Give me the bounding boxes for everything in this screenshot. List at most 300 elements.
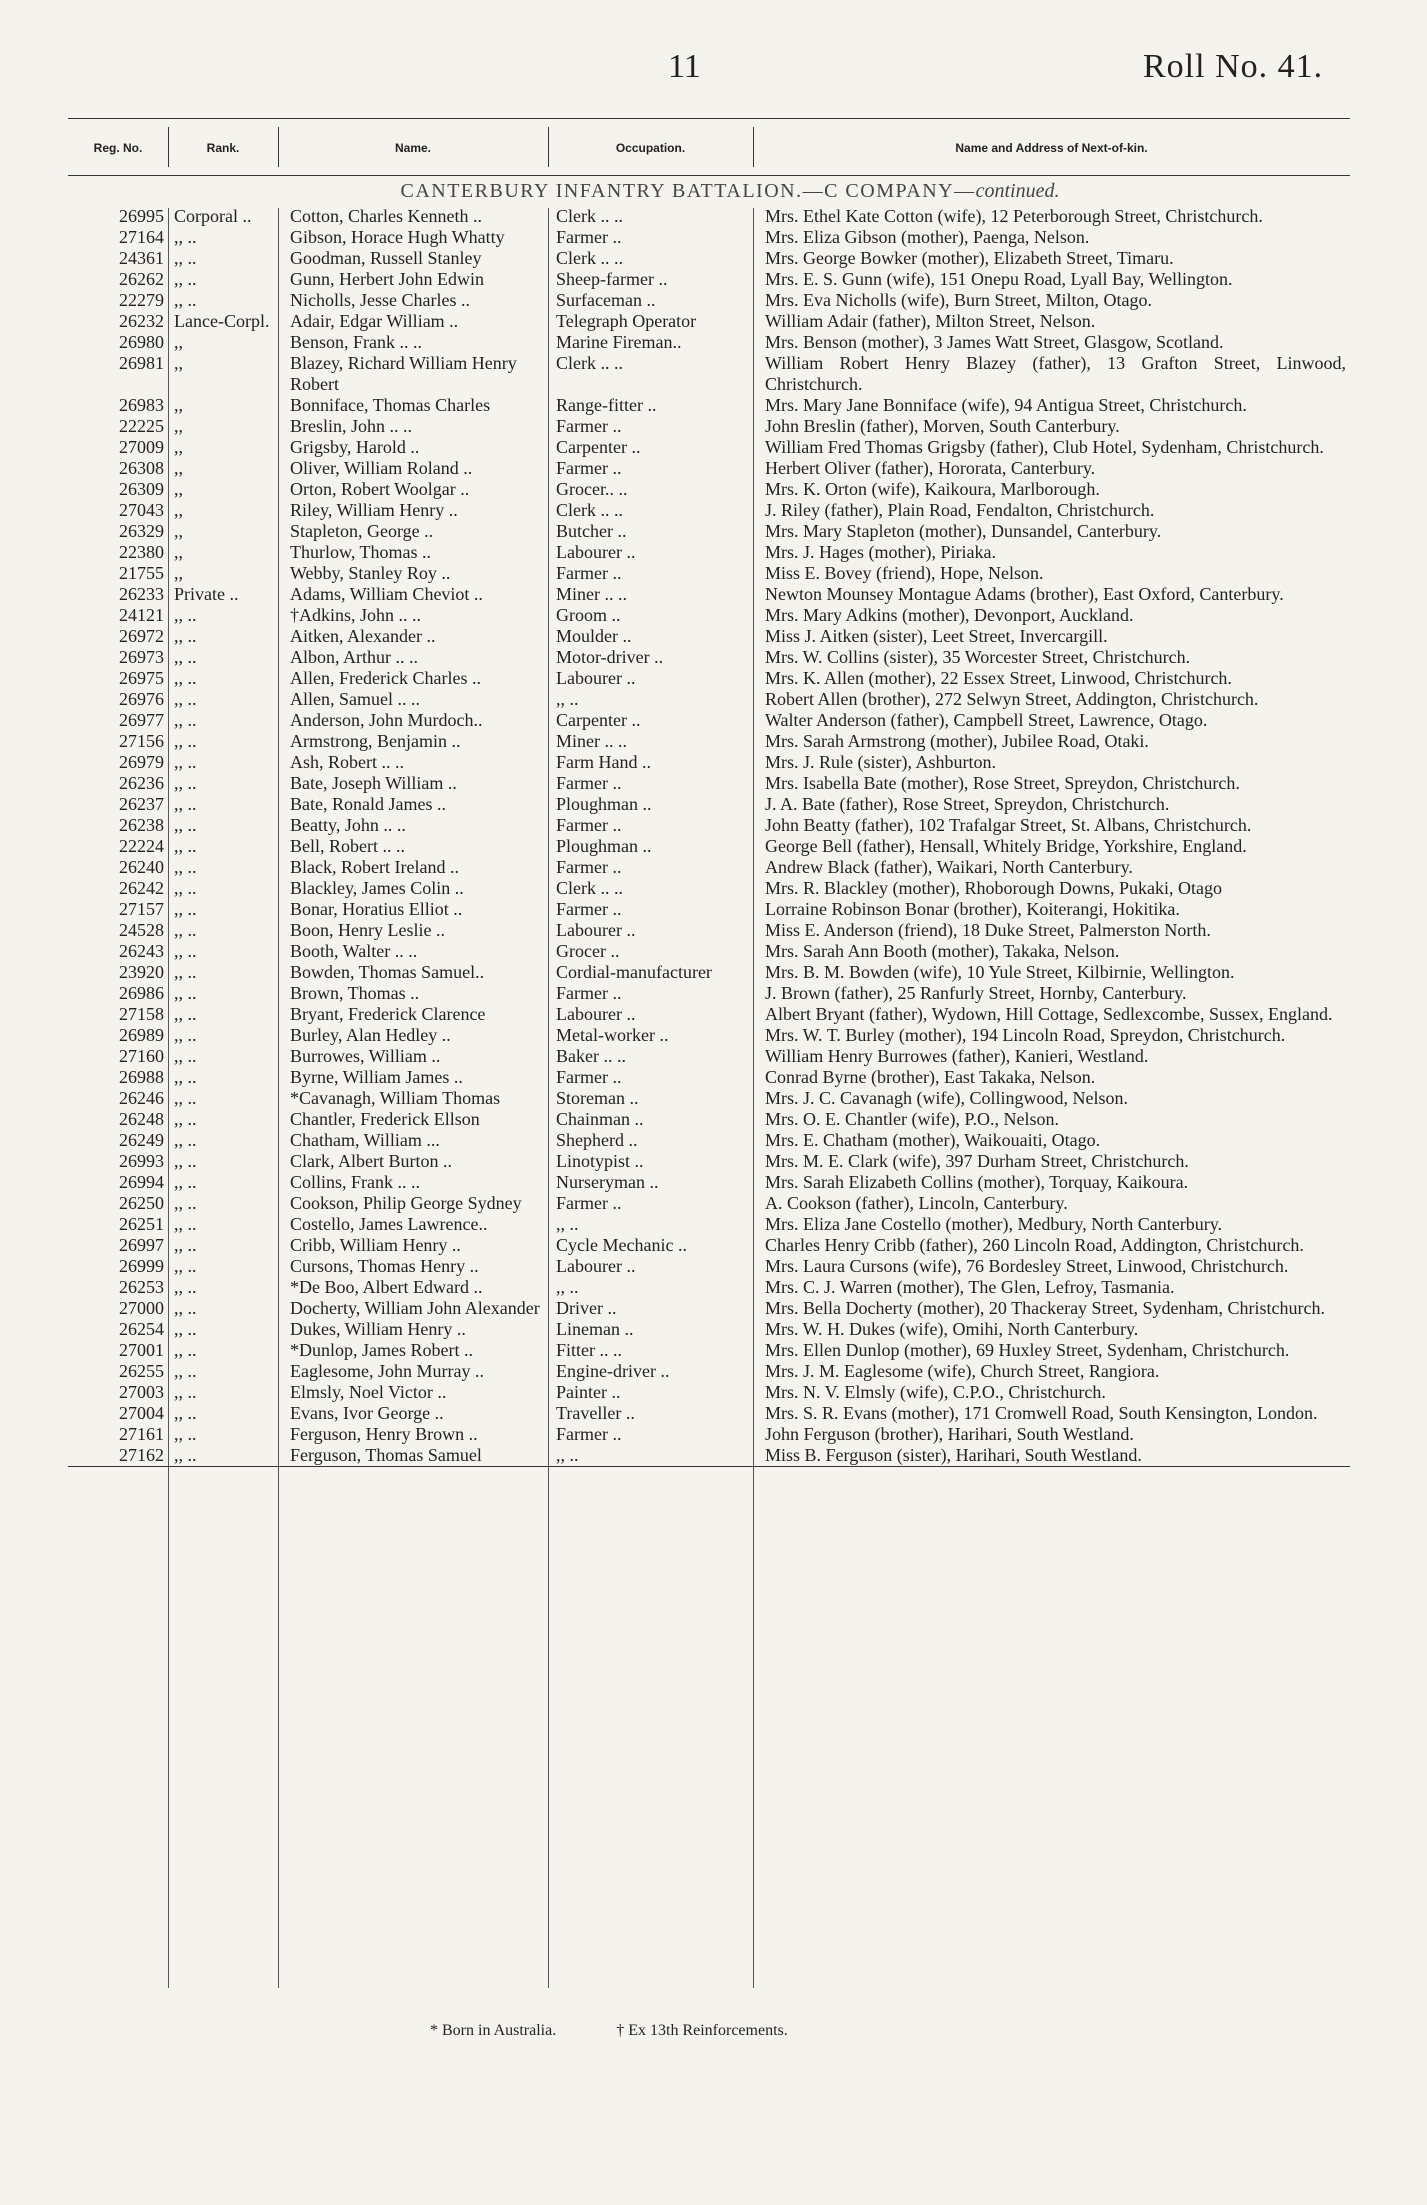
cell-rank: ,, ..	[174, 1130, 197, 1150]
cell-next-of-kin: Mrs. Isabella Bate (mother), Rose Street, Spreydon, Christchurch.	[765, 773, 1240, 793]
cell-name: Ash, Robert .. ..	[290, 752, 404, 772]
cell-rank: ,,	[174, 395, 183, 415]
cell-name: *De Boo, Albert Edward ..	[290, 1277, 483, 1297]
cell-name: Anderson, John Murdoch..	[290, 710, 483, 730]
cell-next-of-kin: Mrs. B. M. Bowden (wife), 10 Yule Street, Kilbirnie, Wellington.	[765, 962, 1235, 982]
cell-reg-number: 24361	[119, 248, 164, 268]
cell-occupation: Groom ..	[556, 605, 621, 625]
table-row	[68, 269, 1350, 290]
cell-reg-number: 26254	[119, 1319, 164, 1339]
cell-next-of-kin: William Adair (father), Milton Street, Nelson.	[765, 311, 1096, 331]
cell-reg-number: 26993	[119, 1151, 164, 1171]
cell-reg-number: 27001	[119, 1340, 164, 1360]
cell-reg-number: 27156	[119, 731, 164, 751]
cell-next-of-kin: Mrs. Eliza Jane Costello (mother), Medbury, North Canterbury.	[765, 1214, 1223, 1234]
table-row	[68, 206, 1350, 227]
cell-occupation: Labourer ..	[556, 668, 636, 688]
cell-rank: ,, ..	[174, 1445, 197, 1465]
cell-name: Nicholls, Jesse Charles ..	[290, 290, 470, 310]
cell-name: Burrowes, William ..	[290, 1046, 441, 1066]
cell-occupation: Miner .. ..	[556, 731, 627, 751]
cell-next-of-kin: A. Cookson (father), Lincoln, Canterbury.	[765, 1193, 1068, 1213]
table-row	[68, 311, 1350, 332]
cell-occupation: Shepherd ..	[556, 1130, 638, 1150]
cell-rank: ,, ..	[174, 857, 197, 877]
cell-occupation: Farmer ..	[556, 1067, 622, 1087]
cell-rank: ,, ..	[174, 689, 197, 709]
cell-rank: ,, ..	[174, 773, 197, 793]
cell-next-of-kin: William Robert Henry Blazey (father), 13 Grafton Street, Linwood, Christchurch.	[765, 353, 1346, 394]
table-row	[68, 815, 1350, 836]
cell-occupation: Storeman ..	[556, 1088, 639, 1108]
table-row	[68, 626, 1350, 647]
cell-name: Adair, Edgar William ..	[290, 311, 459, 331]
cell-rank: ,, ..	[174, 1109, 197, 1129]
cell-name: Allen, Frederick Charles ..	[290, 668, 481, 688]
cell-next-of-kin: J. Riley (father), Plain Road, Fendalton, Christchurch.	[765, 500, 1155, 520]
cell-name: Chatham, William ...	[290, 1130, 440, 1150]
table-row	[68, 1130, 1350, 1151]
cell-reg-number: 24528	[119, 920, 164, 940]
cell-name: *Dunlop, James Robert ..	[290, 1340, 473, 1360]
cell-rank: ,, ..	[174, 1193, 197, 1213]
cell-rank: ,, ..	[174, 269, 197, 289]
cell-next-of-kin: J. A. Bate (father), Rose Street, Spreydon, Christchurch.	[765, 794, 1170, 814]
cell-next-of-kin: Mrs. Bella Docherty (mother), 20 Thackeray Street, Sydenham, Christchurch.	[765, 1298, 1326, 1318]
cell-rank: ,, ..	[174, 668, 197, 688]
cell-next-of-kin: Mrs. J. Hages (mother), Piriaka.	[765, 542, 996, 562]
cell-next-of-kin: Mrs. Eva Nicholls (wife), Burn Street, Milton, Otago.	[765, 290, 1152, 310]
table-row	[68, 1403, 1350, 1424]
cell-occupation: Painter ..	[556, 1382, 621, 1402]
cell-name: Beatty, John .. ..	[290, 815, 406, 835]
cell-occupation: Grocer ..	[556, 941, 620, 961]
cell-reg-number: 26236	[119, 773, 164, 793]
cell-next-of-kin: Mrs. Benson (mother), 3 James Watt Street, Glasgow, Scotland.	[765, 332, 1224, 352]
table-row	[68, 458, 1350, 479]
cell-next-of-kin: William Fred Thomas Grigsby (father), Club Hotel, Sydenham, Christchurch.	[765, 437, 1324, 457]
table-row	[68, 899, 1350, 920]
cell-reg-number: 26233	[119, 584, 164, 604]
cell-next-of-kin: Mrs. O. E. Chantler (wife), P.O., Nelson.	[765, 1109, 1059, 1129]
cell-name: Black, Robert Ireland ..	[290, 857, 459, 877]
cell-rank: ,, ..	[174, 1214, 197, 1234]
cell-next-of-kin: Mrs. K. Allen (mother), 22 Essex Street, Linwood, Christchurch.	[765, 668, 1232, 688]
cell-next-of-kin: Mrs. W. T. Burley (mother), 194 Lincoln Road, Spreydon, Christchurch.	[765, 1025, 1286, 1045]
cell-name: Ferguson, Henry Brown ..	[290, 1424, 478, 1444]
cell-next-of-kin: Mrs. C. J. Warren (mother), The Glen, Lefroy, Tasmania.	[765, 1277, 1175, 1297]
cell-reg-number: 27161	[119, 1424, 164, 1444]
cell-name: Gunn, Herbert John Edwin	[290, 269, 484, 289]
cell-name: Dukes, William Henry ..	[290, 1319, 466, 1339]
cell-reg-number: 26980	[119, 332, 164, 352]
cell-reg-number: 26248	[119, 1109, 164, 1129]
cell-reg-number: 26994	[119, 1172, 164, 1192]
table-row	[68, 290, 1350, 311]
cell-name: Brown, Thomas ..	[290, 983, 420, 1003]
cell-name: Orton, Robert Woolgar ..	[290, 479, 470, 499]
cell-occupation: ,, ..	[556, 1445, 579, 1465]
cell-rank: ,,	[174, 416, 183, 436]
cell-reg-number: 26243	[119, 941, 164, 961]
table-row	[68, 1319, 1350, 1340]
cell-reg-number: 27157	[119, 899, 164, 919]
cell-reg-number: 27160	[119, 1046, 164, 1066]
cell-next-of-kin: John Breslin (father), Morven, South Canterbury.	[765, 416, 1120, 436]
footnote-ex-13th: † Ex 13th Reinforcements.	[616, 2022, 788, 2039]
cell-next-of-kin: George Bell (father), Hensall, Whitely Bridge, Yorkshire, England.	[765, 836, 1247, 856]
cell-occupation: Farmer ..	[556, 416, 622, 436]
cell-reg-number: 26979	[119, 752, 164, 772]
cell-rank: ,, ..	[174, 1298, 197, 1318]
cell-occupation: Fitter .. ..	[556, 1340, 622, 1360]
cell-reg-number: 26232	[119, 311, 164, 331]
roll-table	[68, 206, 1350, 1467]
cell-next-of-kin: Miss J. Aitken (sister), Leet Street, Invercargill.	[765, 626, 1108, 646]
table-row	[68, 731, 1350, 752]
cell-next-of-kin: Miss E. Anderson (friend), 18 Duke Street, Palmerston North.	[765, 920, 1211, 940]
cell-name: Bonar, Horatius Elliot ..	[290, 899, 463, 919]
cell-reg-number: 26309	[119, 479, 164, 499]
cell-rank: ,, ..	[174, 1172, 197, 1192]
cell-occupation: ,, ..	[556, 1277, 579, 1297]
cell-rank: ,,	[174, 458, 183, 478]
cell-name: Allen, Samuel .. ..	[290, 689, 420, 709]
cell-name: Costello, James Lawrence..	[290, 1214, 488, 1234]
cell-name: Thurlow, Thomas ..	[290, 542, 431, 562]
cell-next-of-kin: Miss E. Bovey (friend), Hope, Nelson.	[765, 563, 1044, 583]
cell-name: *Cavanagh, William Thomas	[290, 1088, 501, 1108]
cell-rank: Lance-Corpl.	[174, 311, 270, 331]
cell-name: Bryant, Frederick Clarence	[290, 1004, 486, 1024]
cell-next-of-kin: William Henry Burrowes (father), Kanieri, Westland.	[765, 1046, 1149, 1066]
cell-occupation: ,, ..	[556, 1214, 579, 1234]
cell-next-of-kin: Mrs. Sarah Ann Booth (mother), Takaka, Nelson.	[765, 941, 1120, 961]
cell-name: Webby, Stanley Roy ..	[290, 563, 451, 583]
cell-reg-number: 26253	[119, 1277, 164, 1297]
cell-name: Clark, Albert Burton ..	[290, 1151, 452, 1171]
cell-reg-number: 27043	[119, 500, 164, 520]
cell-occupation: Lineman ..	[556, 1319, 634, 1339]
cell-occupation: Ploughman ..	[556, 794, 652, 814]
section-title	[280, 180, 1180, 203]
table-row	[68, 1277, 1350, 1298]
cell-next-of-kin: Mrs. N. V. Elmsly (wife), C.P.O., Christchurch.	[765, 1382, 1106, 1402]
cell-name: Blackley, James Colin ..	[290, 878, 464, 898]
cell-occupation: Farmer ..	[556, 773, 622, 793]
cell-reg-number: 26976	[119, 689, 164, 709]
cell-rank: ,, ..	[174, 710, 197, 730]
cell-reg-number: 26329	[119, 521, 164, 541]
cell-next-of-kin: Mrs. E. S. Gunn (wife), 151 Onepu Road, Lyall Bay, Wellington.	[765, 269, 1233, 289]
header-name: Name.	[394, 141, 432, 155]
table-row	[68, 1172, 1350, 1193]
cell-next-of-kin: Mrs. Sarah Armstrong (mother), Jubilee Road, Otaki.	[765, 731, 1149, 751]
cell-rank: ,, ..	[174, 1235, 197, 1255]
table-row	[68, 521, 1350, 542]
table-row	[68, 332, 1350, 353]
table-row	[68, 416, 1350, 437]
table-row	[68, 857, 1350, 878]
cell-occupation: Farmer ..	[556, 1424, 622, 1444]
cell-next-of-kin: Conrad Byrne (brother), East Takaka, Nelson.	[765, 1067, 1096, 1087]
cell-name: Evans, Ivor George ..	[290, 1403, 444, 1423]
cell-rank: ,, ..	[174, 227, 197, 247]
cell-occupation: Farmer ..	[556, 815, 622, 835]
cell-name: Adams, William Cheviot ..	[290, 584, 483, 604]
cell-rank: ,,	[174, 479, 183, 499]
table-row	[68, 1235, 1350, 1256]
cell-next-of-kin: Mrs. J. C. Cavanagh (wife), Collingwood, Nelson.	[765, 1088, 1128, 1108]
cell-next-of-kin: Mrs. K. Orton (wife), Kaikoura, Marlborough.	[765, 479, 1100, 499]
cell-reg-number: 26249	[119, 1130, 164, 1150]
cell-next-of-kin: Newton Mounsey Montague Adams (brother), East Oxford, Canterbury.	[765, 584, 1284, 604]
cell-rank: ,, ..	[174, 1403, 197, 1423]
cell-rank: ,, ..	[174, 878, 197, 898]
cell-rank: ,, ..	[174, 1004, 197, 1024]
cell-occupation: Linotypist ..	[556, 1151, 644, 1171]
page-number: 11	[668, 48, 701, 85]
cell-name: Oliver, William Roland ..	[290, 458, 473, 478]
cell-occupation: Ploughman ..	[556, 836, 652, 856]
roll-number: Roll No. 41.	[1143, 48, 1324, 85]
cell-next-of-kin: John Beatty (father), 102 Trafalgar Street, St. Albans, Christchurch.	[765, 815, 1252, 835]
cell-next-of-kin: Mrs. J. Rule (sister), Ashburton.	[765, 752, 996, 772]
header-reg: Reg. No.	[93, 141, 143, 155]
cell-name: Bate, Ronald James ..	[290, 794, 446, 814]
table-row	[68, 395, 1350, 416]
cell-reg-number: 27162	[119, 1445, 164, 1465]
table-row	[68, 1361, 1350, 1382]
cell-rank: Private ..	[174, 584, 239, 604]
section-title-main: CANTERBURY INFANTRY BATTALION.—C COMPANY—	[400, 180, 976, 202]
cell-name: Benson, Frank .. ..	[290, 332, 422, 352]
cell-occupation: Clerk .. ..	[556, 500, 623, 520]
cell-name: Grigsby, Harold ..	[290, 437, 420, 457]
cell-occupation: Moulder ..	[556, 626, 632, 646]
cell-rank: ,, ..	[174, 1256, 197, 1276]
cell-reg-number: 26240	[119, 857, 164, 877]
cell-occupation: Farmer ..	[556, 227, 622, 247]
cell-name: Armstrong, Benjamin ..	[290, 731, 461, 751]
cell-occupation: Clerk .. ..	[556, 206, 623, 226]
header-occupation: Occupation.	[615, 141, 686, 155]
cell-occupation: Motor-driver ..	[556, 647, 664, 667]
cell-next-of-kin: Mrs. Laura Cursons (wife), 76 Bordesley Street, Linwood, Christchurch.	[765, 1256, 1289, 1276]
cell-occupation: Traveller ..	[556, 1403, 635, 1423]
cell-occupation: Farmer ..	[556, 983, 622, 1003]
table-row	[68, 773, 1350, 794]
cell-name: Blazey, Richard William Henry Robert	[290, 353, 517, 394]
cell-name: Boon, Henry Leslie ..	[290, 920, 445, 940]
cell-occupation: Labourer ..	[556, 542, 636, 562]
cell-name: Burley, Alan Hedley ..	[290, 1025, 451, 1045]
table-row	[68, 1340, 1350, 1361]
cell-next-of-kin: Mrs. Mary Jane Bonniface (wife), 94 Antigua Street, Christchurch.	[765, 395, 1247, 415]
cell-rank: ,, ..	[174, 983, 197, 1003]
cell-next-of-kin: Mrs. W. H. Dukes (wife), Omihi, North Canterbury.	[765, 1319, 1139, 1339]
table-row	[68, 479, 1350, 500]
cell-rank: ,, ..	[174, 899, 197, 919]
cell-occupation: Baker .. ..	[556, 1046, 626, 1066]
cell-rank: ,, ..	[174, 1340, 197, 1360]
cell-reg-number: 27009	[119, 437, 164, 457]
cell-reg-number: 21755	[119, 563, 164, 583]
footnote-born-australia: * Born in Australia.	[430, 2022, 557, 2039]
cell-rank: Corporal ..	[174, 206, 252, 226]
cell-reg-number: 26973	[119, 647, 164, 667]
cell-reg-number: 26986	[119, 983, 164, 1003]
cell-occupation: Labourer ..	[556, 920, 636, 940]
cell-reg-number: 26238	[119, 815, 164, 835]
footnotes	[430, 2022, 1030, 2040]
cell-occupation: Marine Fireman..	[556, 332, 682, 352]
cell-rank: ,, ..	[174, 647, 197, 667]
cell-occupation: Telegraph Operator	[556, 311, 697, 331]
cell-occupation: Labourer ..	[556, 1256, 636, 1276]
cell-rank: ,, ..	[174, 731, 197, 751]
table-row	[68, 794, 1350, 815]
cell-reg-number: 26242	[119, 878, 164, 898]
cell-occupation: Sheep-farmer ..	[556, 269, 668, 289]
table-row	[68, 1193, 1350, 1214]
cell-occupation: Grocer.. ..	[556, 479, 628, 499]
table-row	[68, 248, 1350, 269]
table-row	[68, 941, 1350, 962]
cell-reg-number: 22380	[119, 542, 164, 562]
cell-reg-number: 26251	[119, 1214, 164, 1234]
table-row	[68, 1088, 1350, 1109]
cell-occupation: Driver ..	[556, 1298, 617, 1318]
cell-reg-number: 26246	[119, 1088, 164, 1108]
cell-next-of-kin: Mrs. M. E. Clark (wife), 397 Durham Street, Christchurch.	[765, 1151, 1189, 1171]
cell-occupation: Farm Hand ..	[556, 752, 651, 772]
table-row	[68, 227, 1350, 248]
cell-rank: ,, ..	[174, 836, 197, 856]
table-row	[68, 1445, 1350, 1466]
cell-reg-number: 27004	[119, 1403, 164, 1423]
cell-rank: ,,	[174, 500, 183, 520]
cell-next-of-kin: Herbert Oliver (father), Hororata, Canterbury.	[765, 458, 1096, 478]
table-row	[68, 647, 1350, 668]
table-row	[68, 1424, 1350, 1445]
cell-name: Cookson, Philip George Sydney	[290, 1193, 522, 1213]
cell-occupation: Labourer ..	[556, 1004, 636, 1024]
cell-reg-number: 26308	[119, 458, 164, 478]
table-row	[68, 752, 1350, 773]
cell-reg-number: 26997	[119, 1235, 164, 1255]
cell-rank: ,, ..	[174, 1424, 197, 1444]
table-row	[68, 668, 1350, 689]
cell-reg-number: 26975	[119, 668, 164, 688]
cell-next-of-kin: Mrs. Ellen Dunlop (mother), 69 Huxley Street, Sydenham, Christchurch.	[765, 1340, 1290, 1360]
cell-occupation: Clerk .. ..	[556, 248, 623, 268]
cell-rank: ,, ..	[174, 920, 197, 940]
table-row	[68, 353, 1350, 395]
cell-occupation: Miner .. ..	[556, 584, 627, 604]
table-row	[68, 878, 1350, 899]
cell-rank: ,, ..	[174, 605, 197, 625]
cell-name: Cursons, Thomas Henry ..	[290, 1256, 479, 1276]
cell-rank: ,,	[174, 332, 183, 352]
cell-rank: ,, ..	[174, 248, 197, 268]
table-row	[68, 584, 1350, 605]
cell-name: Gibson, Horace Hugh Whatty	[290, 227, 505, 247]
cell-reg-number: 27164	[119, 227, 164, 247]
cell-reg-number: 26989	[119, 1025, 164, 1045]
cell-reg-number: 24121	[119, 605, 164, 625]
table-row	[68, 1004, 1350, 1025]
cell-occupation: Chainman ..	[556, 1109, 644, 1129]
cell-name: Collins, Frank .. ..	[290, 1172, 421, 1192]
table-row	[68, 1298, 1350, 1319]
cell-next-of-kin: Walter Anderson (father), Campbell Street, Lawrence, Otago.	[765, 710, 1208, 730]
cell-name: Docherty, William John Alexander	[290, 1298, 540, 1318]
cell-next-of-kin: J. Brown (father), 25 Ranfurly Street, Hornby, Canterbury.	[765, 983, 1187, 1003]
cell-name: Eaglesome, John Murray ..	[290, 1361, 484, 1381]
cell-next-of-kin: Mrs. J. M. Eaglesome (wife), Church Street, Rangiora.	[765, 1361, 1160, 1381]
cell-name: Booth, Walter .. ..	[290, 941, 418, 961]
cell-reg-number: 26983	[119, 395, 164, 415]
table-row	[68, 1109, 1350, 1130]
cell-rank: ,, ..	[174, 1088, 197, 1108]
table-row	[68, 500, 1350, 521]
cell-reg-number: 23920	[119, 962, 164, 982]
cell-next-of-kin: Mrs. Mary Stapleton (mother), Dunsandel, Canterbury.	[765, 521, 1162, 541]
cell-occupation: Clerk .. ..	[556, 353, 623, 373]
cell-reg-number: 26972	[119, 626, 164, 646]
cell-rank: ,,	[174, 521, 183, 541]
cell-next-of-kin: Lorraine Robinson Bonar (brother), Koiterangi, Hokitika.	[765, 899, 1180, 919]
table-row	[68, 836, 1350, 857]
cell-occupation: Clerk .. ..	[556, 878, 623, 898]
cell-rank: ,, ..	[174, 1319, 197, 1339]
cell-occupation: ,, ..	[556, 689, 579, 709]
cell-next-of-kin: Mrs. S. R. Evans (mother), 171 Cromwell Road, South Kensington, London.	[765, 1403, 1318, 1423]
cell-next-of-kin: Mrs. Mary Adkins (mother), Devonport, Auckland.	[765, 605, 1134, 625]
cell-next-of-kin: Mrs. R. Blackley (mother), Rhoborough Downs, Pukaki, Otago	[765, 878, 1222, 898]
cell-name: Aitken, Alexander ..	[290, 626, 436, 646]
cell-name: Ferguson, Thomas Samuel	[290, 1445, 482, 1465]
table-row	[68, 1382, 1350, 1403]
cell-name: †Adkins, John .. ..	[290, 605, 422, 625]
table-row	[68, 563, 1350, 584]
cell-reg-number: 22279	[119, 290, 164, 310]
cell-reg-number: 26262	[119, 269, 164, 289]
cell-rank: ,, ..	[174, 941, 197, 961]
cell-next-of-kin: Mrs. Ethel Kate Cotton (wife), 12 Peterborough Street, Christchurch.	[765, 206, 1263, 226]
table-row	[68, 962, 1350, 983]
cell-name: Riley, William Henry ..	[290, 500, 458, 520]
cell-next-of-kin: Mrs. Eliza Gibson (mother), Paenga, Nelson.	[765, 227, 1090, 247]
cell-reg-number: 27158	[119, 1004, 164, 1024]
table-header	[68, 118, 1350, 176]
table-row	[68, 542, 1350, 563]
cell-occupation: Farmer ..	[556, 899, 622, 919]
cell-name: Albon, Arthur .. ..	[290, 647, 418, 667]
cell-rank: ,,	[174, 542, 183, 562]
cell-next-of-kin: Mrs. E. Chatham (mother), Waikouaiti, Otago.	[765, 1130, 1101, 1150]
cell-reg-number: 22224	[119, 836, 164, 856]
cell-next-of-kin: Robert Allen (brother), 272 Selwyn Street, Addington, Christchurch.	[765, 689, 1259, 709]
cell-occupation: Cycle Mechanic ..	[556, 1235, 687, 1255]
cell-next-of-kin: Mrs. George Bowker (mother), Elizabeth Street, Timaru.	[765, 248, 1174, 268]
cell-rank: ,, ..	[174, 1151, 197, 1171]
cell-reg-number: 26988	[119, 1067, 164, 1087]
cell-name: Chantler, Frederick Ellson	[290, 1109, 480, 1129]
cell-rank: ,, ..	[174, 1067, 197, 1087]
cell-occupation: Engine-driver ..	[556, 1361, 670, 1381]
